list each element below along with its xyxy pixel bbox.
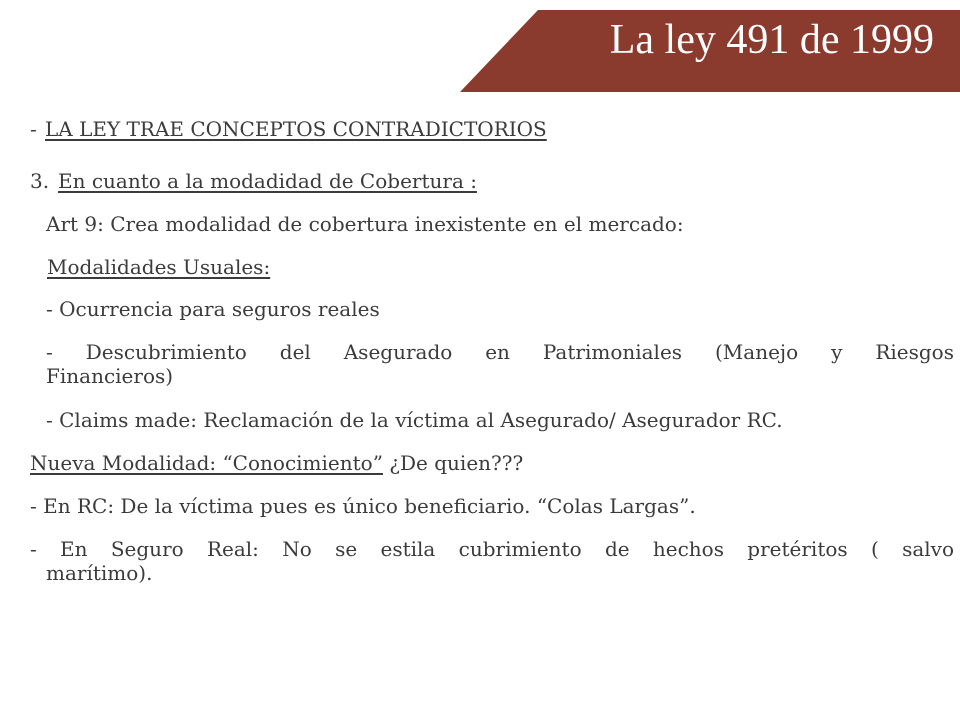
subsection-heading: En cuanto a la modadidad de Cobertura : <box>58 169 477 193</box>
list-item: - Claims made: Reclamación de la víctima al Asegurado/ Asegurador RC. <box>46 408 783 432</box>
page-title: La ley 491 de 1999 <box>609 17 934 63</box>
question-text: ¿De quien??? <box>382 451 524 475</box>
list-item-justified <box>46 340 954 364</box>
usual-modalities-heading: Modalidades Usuales: <box>47 255 271 279</box>
section-heading: LA LEY TRAE CONCEPTOS CONTRADICTORIOS <box>45 117 547 141</box>
bullet-marker: - <box>30 117 37 141</box>
line: - En Seguro Real: No se estila cubrimiento de hechos pretéritos ( salvo <box>30 537 954 561</box>
article-text: Art 9: Crea modalidad de cobertura inexistente en el mercado: <box>46 212 684 236</box>
list-item-justified <box>30 537 954 561</box>
new-modality-heading: Nueva Modalidad: “Conocimiento” <box>30 451 383 475</box>
line: - Descubrimiento del Asegurado en Patrimoniales (Manejo y Riesgos <box>46 340 954 364</box>
line: marítimo). <box>46 561 153 585</box>
list-item: - En RC: De la víctima pues es único beneficiario. “Colas Largas”. <box>30 494 696 518</box>
line: Financieros) <box>46 364 174 388</box>
list-item: - Ocurrencia para seguros reales <box>46 297 380 321</box>
new-modality-line <box>30 451 523 475</box>
numbered-marker: 3. <box>30 169 50 193</box>
